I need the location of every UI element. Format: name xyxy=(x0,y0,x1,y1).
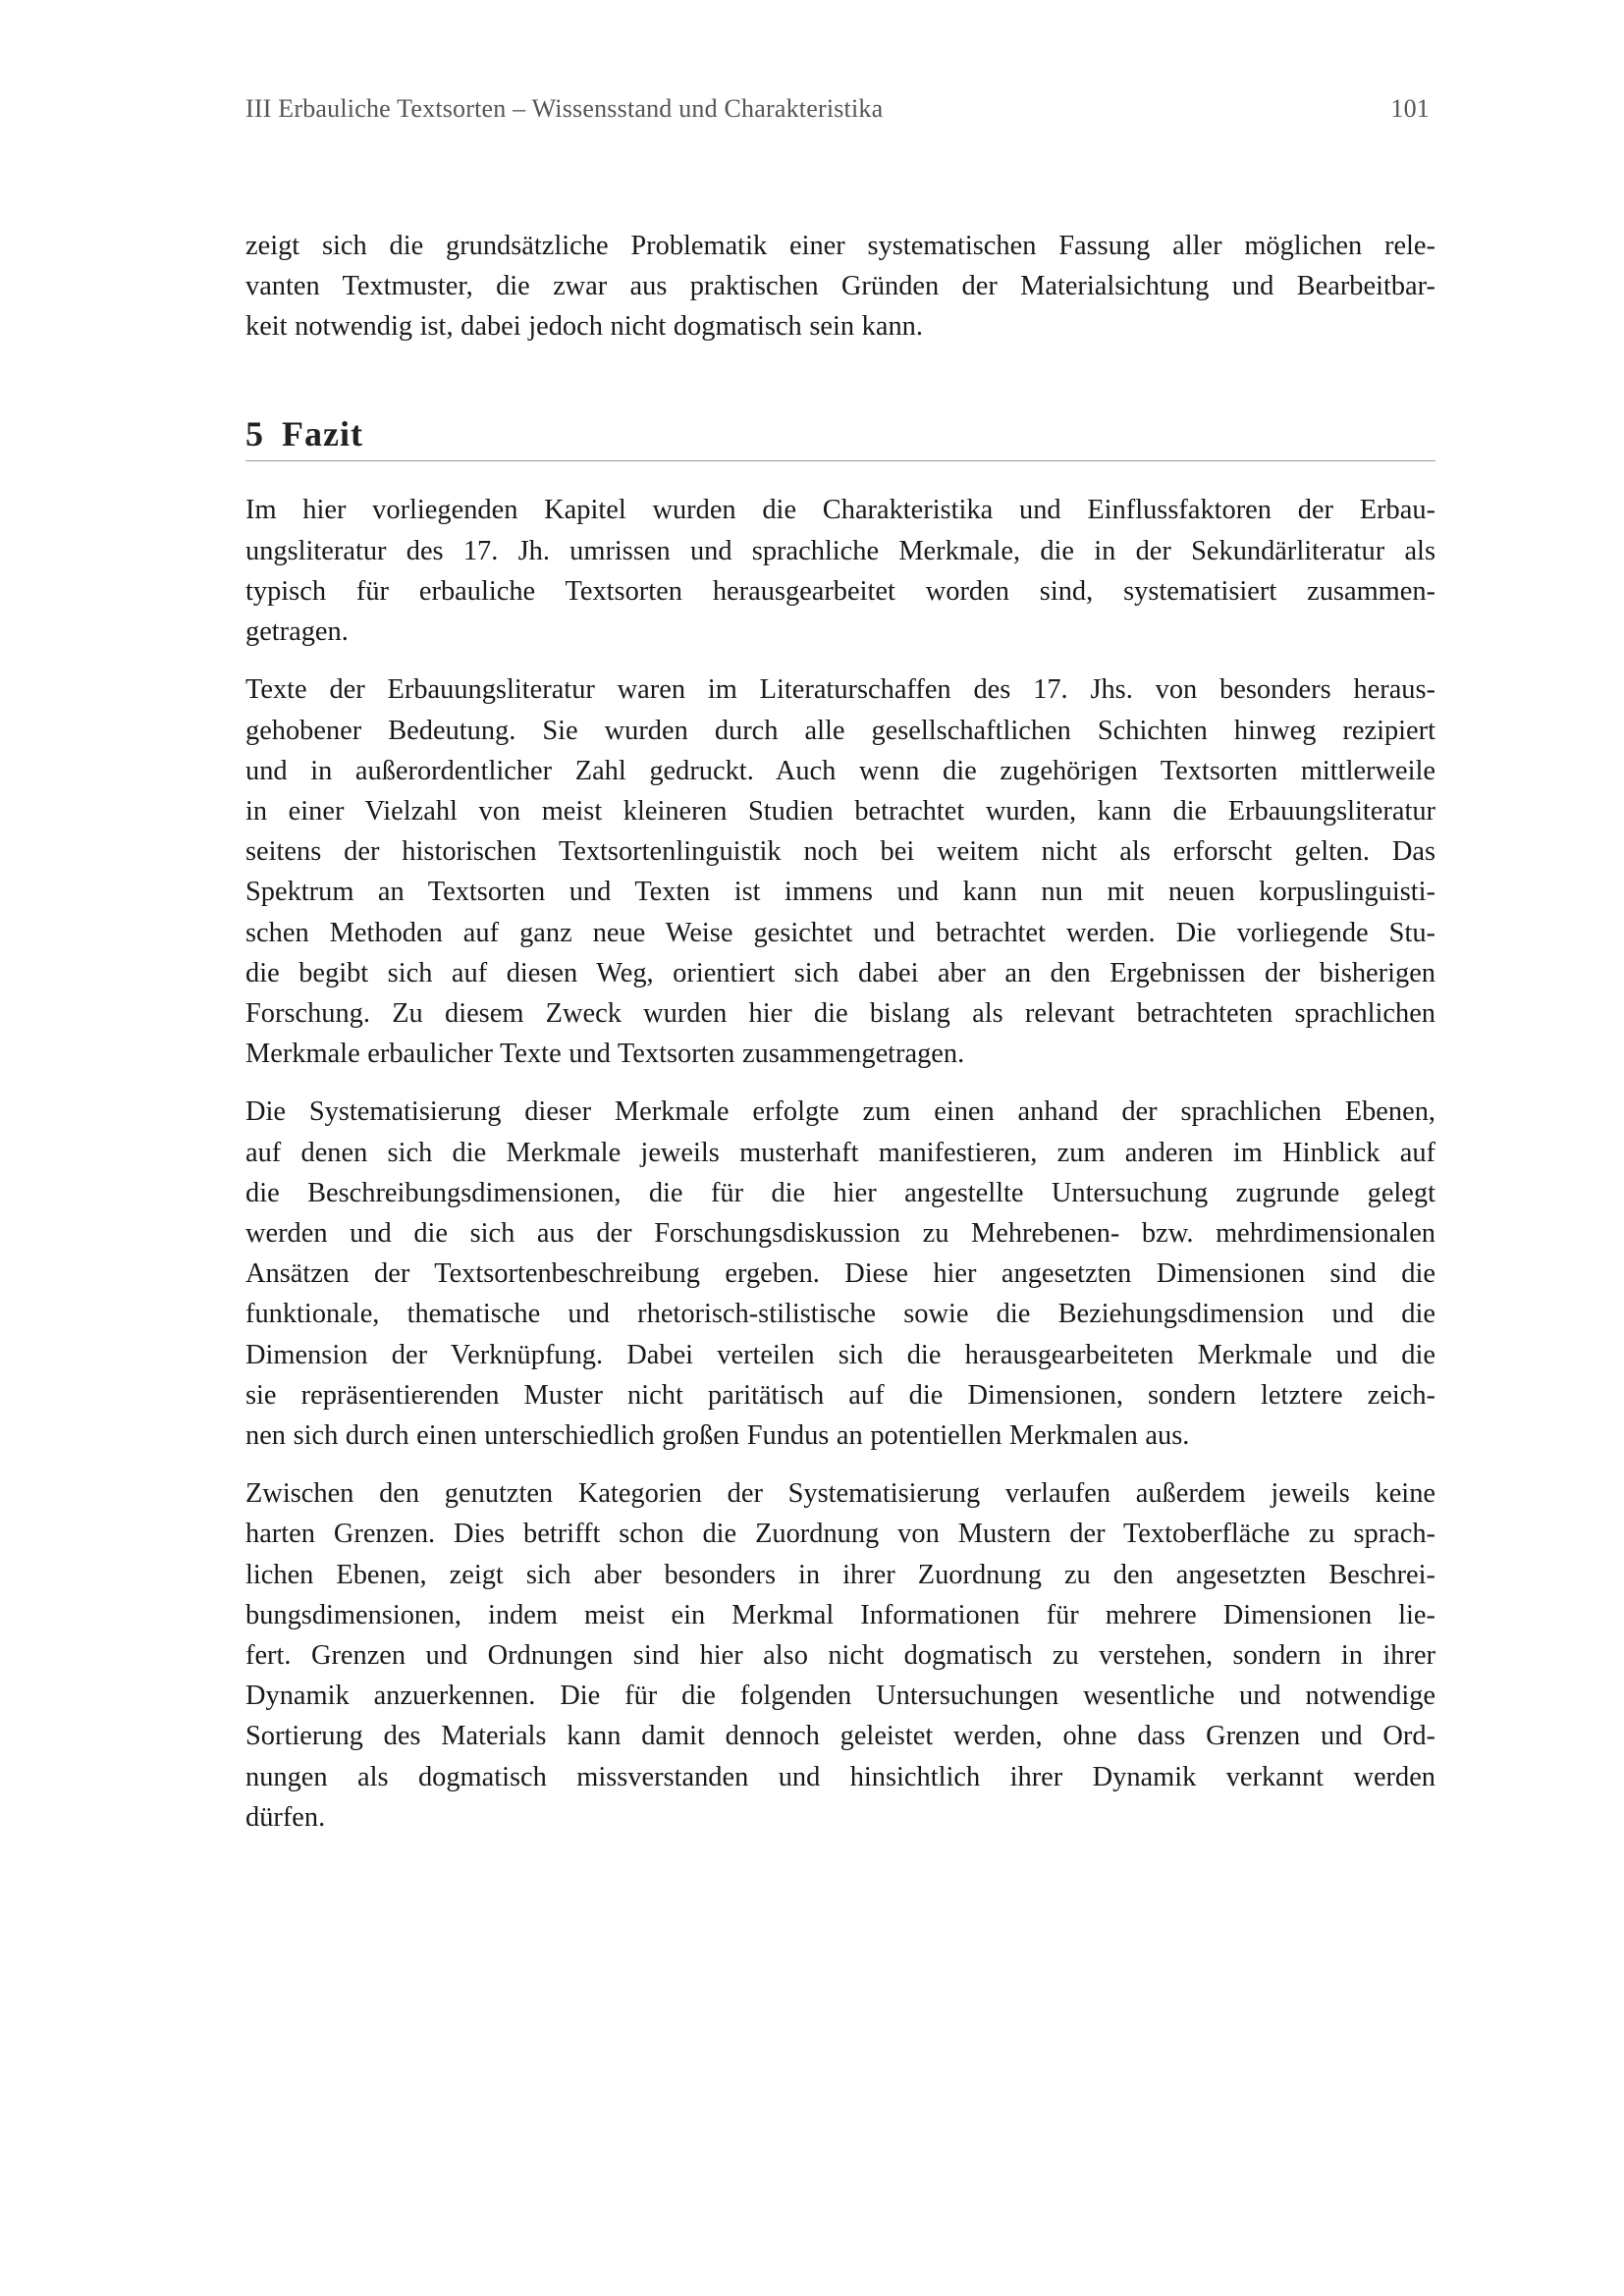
text-line: die Beschreibungsdimensionen, die für die hier angestellte Untersuchung zugrunde gelegt xyxy=(245,1177,1435,1208)
text-line: ungsliteratur des 17. Jh. umrissen und sprachliche Merkmale, die in der Sekundärliteratur als xyxy=(245,535,1435,566)
text-line: werden und die sich aus der Forschungsdiskussion zu Mehrebenen- bzw. mehrdimensionalen xyxy=(245,1217,1435,1249)
page-number: 101 xyxy=(1390,94,1430,123)
text-line: in einer Vielzahl von meist kleineren Studien betrachtet wurden, kann die Erbauungsliteratur xyxy=(245,795,1435,827)
running-header xyxy=(245,94,1435,130)
text-line: Spektrum an Textsorten und Texten ist immens und kann nun mit neuen korpuslinguisti- xyxy=(245,877,1435,908)
body-paragraph-2 xyxy=(245,669,1435,1074)
text-line: Sortierung des Materials kann damit dennoch geleistet werden, ohne dass Grenzen und Ord- xyxy=(245,1721,1435,1752)
text-line: fert. Grenzen und Ordnungen sind hier also nicht dogmatisch zu verstehen, sondern in ihrer xyxy=(245,1639,1435,1671)
intro-paragraph xyxy=(245,226,1435,347)
text-line: dürfen. xyxy=(245,1801,326,1833)
text-line: nen sich durch einen unterschiedlich großen Fundus an potentiellen Merkmalen aus. xyxy=(245,1419,1190,1451)
text-line: seitens der historischen Textsortenlinguistik noch bei weitem nicht als erforscht gelten. Das xyxy=(245,836,1435,868)
section-number: 5 xyxy=(245,413,264,454)
text-line: vanten Textmuster, die zwar aus praktischen Gründen der Materialsichtung und Bearbeitbar- xyxy=(245,271,1435,302)
text-line: Ansätzen der Textsortenbeschreibung ergeben. Diese hier angesetzten Dimensionen sind die xyxy=(245,1258,1435,1290)
running-header-title: III Erbauliche Textsorten – Wissensstand und Charakteristika xyxy=(245,94,884,123)
text-line: Dimension der Verknüpfung. Dabei verteilen sich die herausgearbeiteten Merkmale und die xyxy=(245,1339,1435,1370)
text-line: funktionale, thematische und rhetorisch-stilistische sowie die Beziehungsdimension und die xyxy=(245,1299,1435,1330)
text-line: Zwischen den genutzten Kategorien der Systematisierung verlaufen außerdem jeweils keine xyxy=(245,1478,1435,1510)
text-line: Im hier vorliegenden Kapitel wurden die Charakteristika und Einflussfaktoren der Erbau- xyxy=(245,495,1435,526)
text-line: die begibt sich auf diesen Weg, orientiert sich dabei aber an den Ergebnissen der bisherigen xyxy=(245,957,1435,988)
text-line: gehobener Bedeutung. Sie wurden durch alle gesellschaftlichen Schichten hinweg rezipiert xyxy=(245,715,1435,746)
body-paragraph-1 xyxy=(245,490,1435,652)
text-line: nungen als dogmatisch missverstanden und hinsichtlich ihrer Dynamik verkannt werden xyxy=(245,1761,1435,1792)
text-line: schen Methoden auf ganz neue Weise gesichtet und betrachtet werden. Die vorliegende Stu- xyxy=(245,917,1435,948)
text-line: Die Systematisierung dieser Merkmale erfolgte zum einen anhand der sprachlichen Ebenen, xyxy=(245,1096,1435,1128)
text-line: zeigt sich die grundsätzliche Problematik einer systematischen Fassung aller möglichen rele- xyxy=(245,231,1435,261)
text-line: bungsdimensionen, indem meist ein Merkmal Informationen für mehrere Dimensionen lie- xyxy=(245,1599,1435,1630)
text-line: harten Grenzen. Dies betrifft schon die Zuordnung von Mustern der Textoberfläche zu sprach- xyxy=(245,1519,1435,1550)
text-line: und in außerordentlicher Zahl gedruckt. Auch wenn die zugehörigen Textsorten mittlerweile xyxy=(245,755,1435,786)
body-paragraph-3 xyxy=(245,1092,1435,1456)
text-line: Texte der Erbauungsliteratur waren im Literaturschaffen des 17. Jhs. von besonders heraus- xyxy=(245,674,1435,706)
text-line: keit notwendig ist, dabei jedoch nicht dogmatisch sein kann. xyxy=(245,311,923,343)
text-line: getragen. xyxy=(245,616,349,648)
section-body xyxy=(245,490,1435,1838)
text-line: Dynamik anzuerkennen. Die für die folgenden Untersuchungen wesentliche und notwendige xyxy=(245,1681,1435,1712)
text-line: sie repräsentierenden Muster nicht paritätisch auf die Dimensionen, sondern letztere zeich- xyxy=(245,1379,1435,1411)
section-title: Fazit xyxy=(282,413,363,454)
section-heading xyxy=(245,413,1435,461)
text-line: auf denen sich die Merkmale jeweils musterhaft manifestieren, zum anderen im Hinblick auf xyxy=(245,1137,1435,1168)
page xyxy=(245,94,1435,1838)
text-line: lichen Ebenen, zeigt sich aber besonders in ihrer Zuordnung zu den angesetzten Beschrei- xyxy=(245,1559,1435,1590)
text-line: Merkmale erbaulicher Texte und Textsorten zusammengetragen. xyxy=(245,1039,965,1070)
text-line: typisch für erbauliche Textsorten herausgearbeitet worden sind, systematisiert zusammen- xyxy=(245,575,1435,607)
body-paragraph-4 xyxy=(245,1473,1435,1838)
text-line: Forschung. Zu diesem Zweck wurden hier die bislang als relevant betrachteten sprachlichen xyxy=(245,997,1435,1029)
